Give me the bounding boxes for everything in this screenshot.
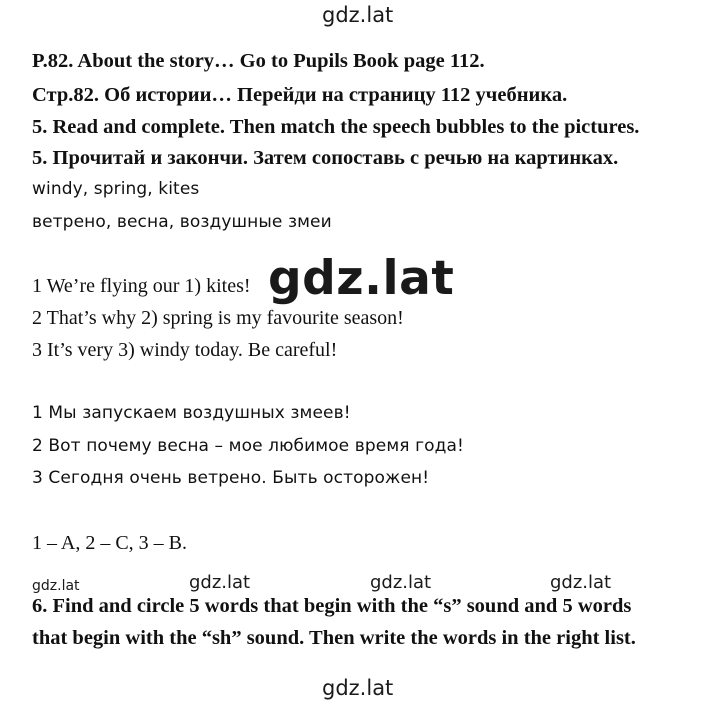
- watermark-center: gdz.lat: [268, 251, 455, 306]
- watermark-small-2: gdz.lat: [189, 572, 251, 593]
- task5-title-english: 5. Read and complete. Then match the speech bubbles to the pictures.: [32, 116, 640, 138]
- sentence-en-1: 1 We’re flying our 1) kites!: [32, 275, 251, 297]
- answer-key: 1 – A, 2 – C, 3 – B.: [32, 532, 188, 554]
- task5-title-russian: 5. Прочитай и закончи. Затем сопоставь с речью на картинках.: [32, 147, 619, 169]
- sentence-ru-1: 1 Мы запускаем воздушных змеев!: [32, 403, 351, 423]
- watermark-small-1: gdz.lat: [32, 578, 80, 594]
- sentence-ru-3: 3 Сегодня очень ветрено. Быть осторожен!: [32, 468, 430, 488]
- watermark-small-4: gdz.lat: [550, 572, 612, 593]
- sentence-en-3: 3 It’s very 3) windy today. Be careful!: [32, 339, 338, 361]
- task6-instruction-line1: 6. Find and circle 5 words that begin with the “s” sound and 5 words: [32, 595, 632, 617]
- task6-instruction-line2: that begin with the “sh” sound. Then write the words in the right list.: [32, 627, 636, 649]
- sentence-ru-2: 2 Вот почему весна – мое любимое время года!: [32, 436, 464, 456]
- header-english: P.82. About the story… Go to Pupils Book page 112.: [32, 50, 485, 72]
- watermark-bottom: gdz.lat: [322, 676, 394, 700]
- sentence-en-2: 2 That’s why 2) spring is my favourite season!: [32, 307, 404, 329]
- watermark-small-3: gdz.lat: [370, 572, 432, 593]
- watermark-top: gdz.lat: [322, 3, 394, 27]
- word-bank-english: windy, spring, kites: [32, 179, 200, 199]
- header-russian: Стр.82. Об истории… Перейди на страницу 112 учебника.: [32, 84, 568, 106]
- word-bank-russian: ветрено, весна, воздушные змеи: [32, 212, 332, 232]
